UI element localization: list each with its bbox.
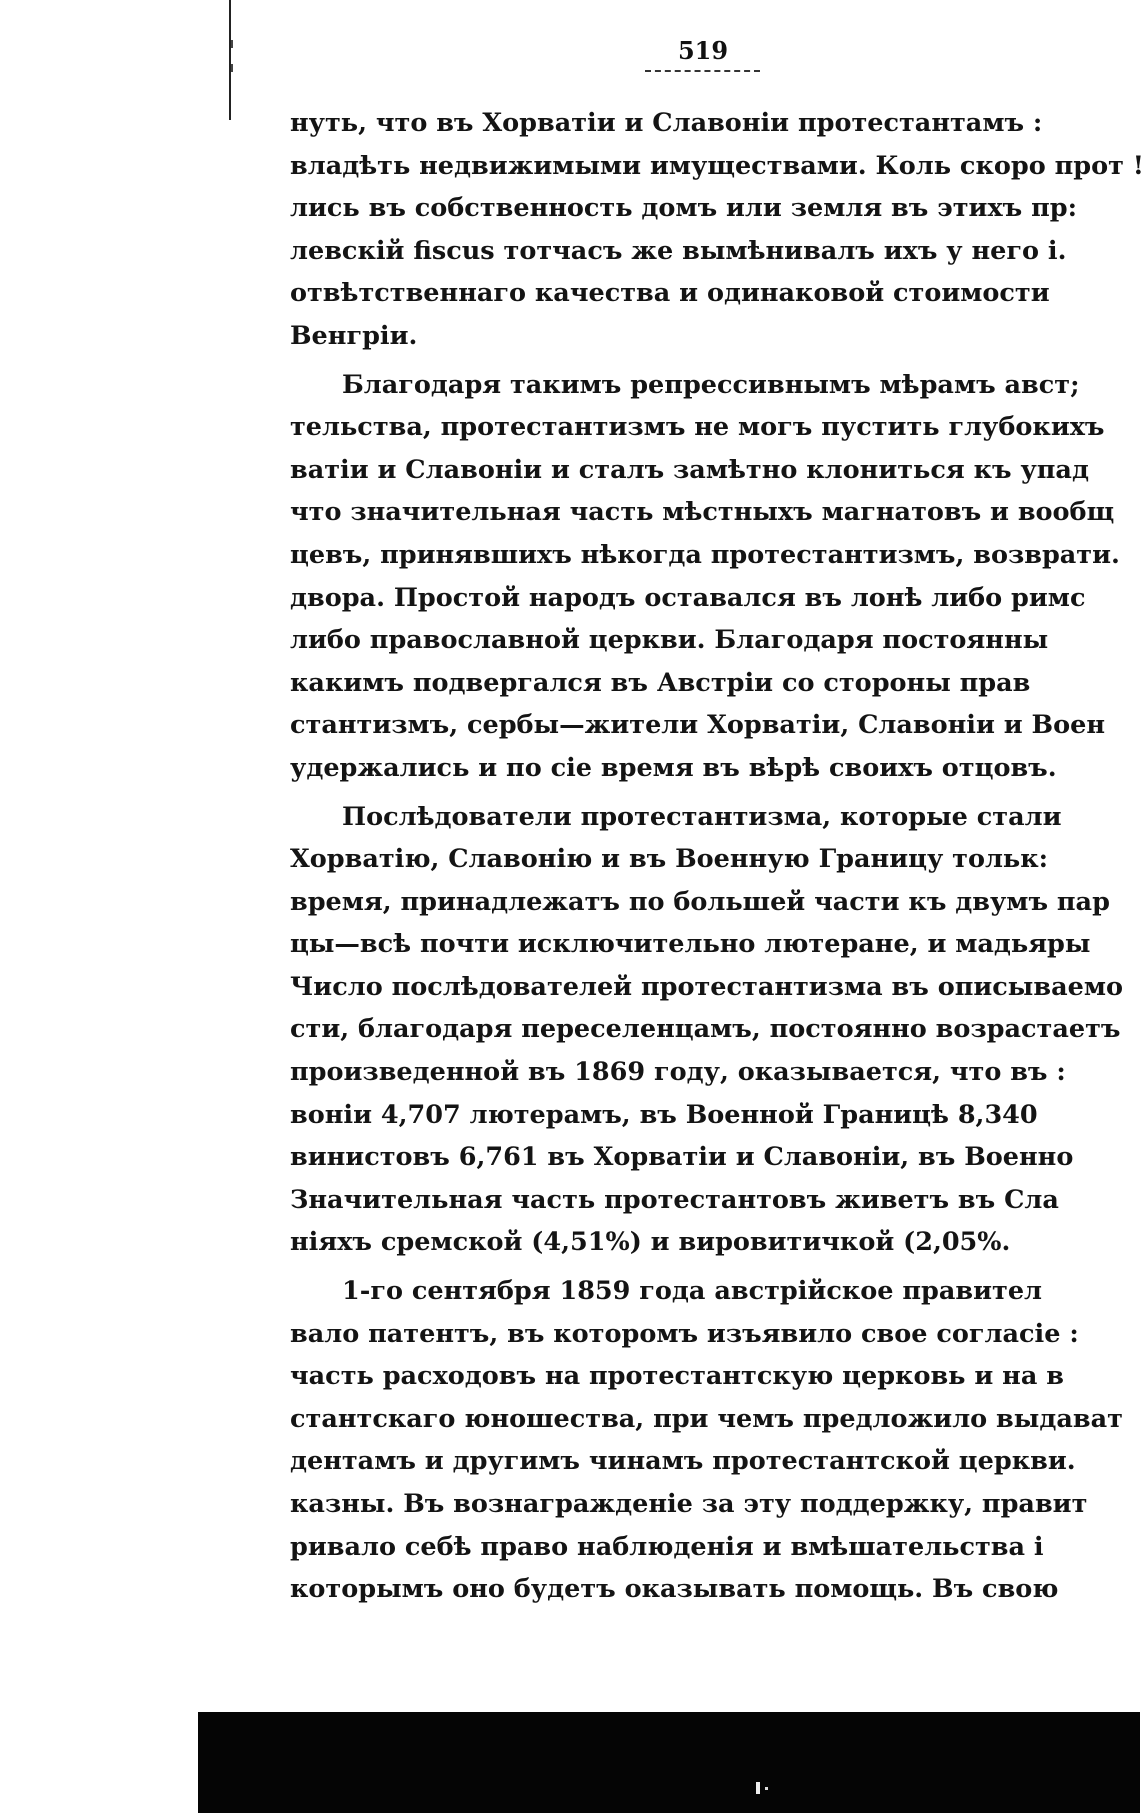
text-line: ватіи и Славоніи и сталъ замѣтно клониться къ упад	[290, 454, 1089, 485]
binding-edge-tick	[231, 64, 233, 72]
text-line: какимъ подвергался въ Австріи со стороны прав	[290, 667, 1031, 698]
page-number: 519	[677, 36, 729, 65]
text-line: ривало себѣ право наблюденія и вмѣшательства і	[290, 1531, 1044, 1562]
text-line: стантскаго юношества, при чемъ предложило выдават	[290, 1403, 1123, 1434]
text-line: тельства, протестантизмъ не могъ пустить глубокихъ	[290, 412, 1105, 443]
scan-border-bottom	[198, 1712, 1140, 1813]
paragraph	[290, 796, 1123, 1265]
body-text	[290, 102, 1144, 1605]
text-line: Хорватію, Славонію и въ Военную Границу тольк:	[290, 844, 1049, 875]
text-line: владѣть недвижимыми имуществами. Коль скоро прот !	[290, 150, 1144, 181]
text-line: что значительная часть мѣстныхъ магнатовъ и вообщ	[290, 497, 1115, 528]
text-line: стантизмъ, сербы—жители Хорватіи, Славоніи и Воен	[290, 710, 1106, 741]
text-line: винистовъ 6,761 въ Хорватіи и Славоніи, въ Военно	[290, 1142, 1074, 1173]
page-number-rule	[645, 70, 760, 72]
text-line: двора. Простой народъ оставался въ лонѣ либо римс	[290, 582, 1086, 613]
scan-artifact	[756, 1782, 760, 1794]
text-line: сти, благодаря переселенцамъ, постоянно возрастаетъ	[290, 1014, 1121, 1045]
text-line: Венгріи.	[290, 320, 418, 351]
text-line: нуть, что въ Хорватіи и Славоніи протестантамъ :	[290, 108, 1043, 138]
paragraph	[290, 102, 1144, 358]
text-line: левскій fiscus тотчасъ же вымѣнивалъ ихъ у него і.	[290, 235, 1067, 266]
paragraph	[290, 364, 1120, 790]
text-line: лись въ собственность домъ или земля въ этихъ пр:	[290, 193, 1077, 224]
text-line: цевъ, принявшихъ нѣкогда протестантизмъ, возврати.	[290, 539, 1120, 570]
paragraph	[290, 1270, 1123, 1611]
text-line: воніи 4,707 лютерамъ, въ Военной Границѣ 8,340	[290, 1099, 1038, 1130]
text-line: время, принадлежатъ по большей части къ двумъ пар	[290, 886, 1110, 917]
text-line: часть расходовъ на протестантскую церковь и на в	[290, 1361, 1064, 1392]
text-line: либо православной церкви. Благодаря постоянны	[290, 625, 1049, 656]
text-line: произведенной въ 1869 году, оказывается, что въ :	[290, 1057, 1066, 1088]
text-line: казны. Въ вознагражденіе за эту поддержку, правит	[290, 1489, 1088, 1519]
text-line: отвѣтственнаго качества и одинаковой стоимости	[290, 278, 1050, 309]
text-line: Число послѣдователей протестантизма въ описываемо	[290, 971, 1123, 1002]
text-line: удержались и по сіе время въ вѣрѣ своихъ отцовъ.	[290, 752, 1057, 783]
text-line: которымъ оно будетъ оказывать помощь. Въ свою	[290, 1574, 1059, 1605]
text-line: Благодаря такимъ репрессивнымъ мѣрамъ авст;	[342, 369, 1080, 400]
binding-edge-line	[229, 0, 231, 120]
text-line: ніяхъ сремской (4,51%) и вировитичкой (2,05%.	[290, 1227, 1011, 1258]
text-line: вало патентъ, въ которомъ изъявило свое согласіе :	[290, 1318, 1079, 1349]
scan-artifact	[765, 1787, 768, 1790]
text-line: 1-го сентября 1859 года австрійское правител	[342, 1276, 1043, 1307]
text-line: Послѣдователи протестантизма, которые стали	[342, 801, 1062, 832]
text-line: Значительная часть протестантовъ живетъ въ Сла	[290, 1184, 1059, 1215]
text-line: дентамъ и другимъ чинамъ протестантской церкви.	[290, 1446, 1076, 1477]
text-line: цы—всѣ почти исключительно лютеране, и мадьяры	[290, 929, 1091, 960]
binding-edge-tick	[231, 40, 233, 48]
